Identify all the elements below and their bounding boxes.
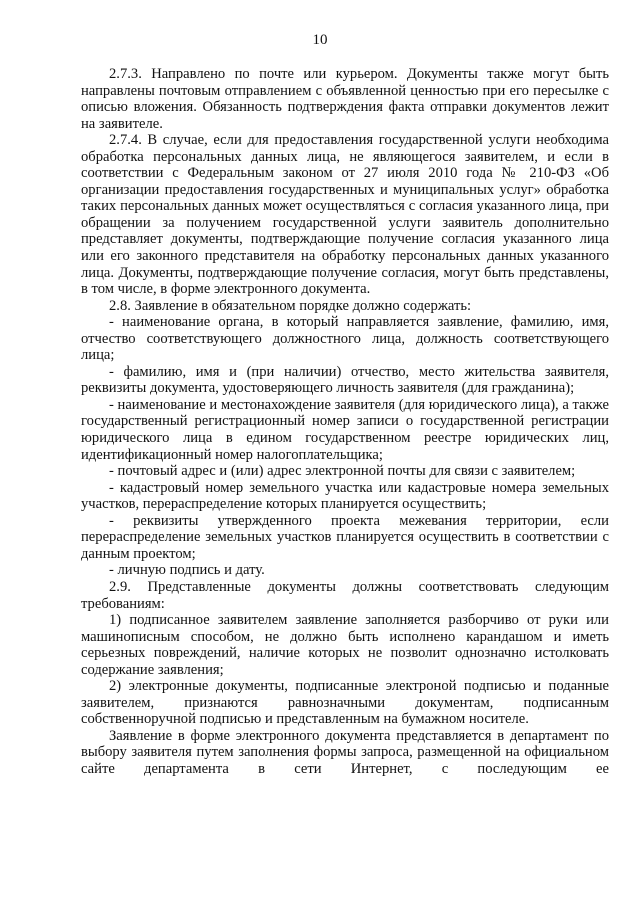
paragraph-electronic-form: Заявление в форме электронного документа представляется в департамент по выбору заявителя путем заполнения формы запроса, размещенной на официальном сайте департамента в сети Интернет, с последующим ее: [81, 727, 609, 777]
document-body: [81, 66, 609, 778]
list-item-cadastral-number: - кадастровый номер земельного участка или кадастровые номера земельных участков, перераспределение которых планируется осуществить;: [81, 479, 609, 513]
list-item-applicant-name: - фамилию, имя и (при наличии) отчество, место жительства заявителя, реквизиты документа, удостоверяющего личность заявителя (для гражданина);: [81, 363, 609, 397]
page-number: 10: [312, 32, 328, 48]
paragraph-2-7-4: 2.7.4. В случае, если для предоставления государственной услуги необходима обработка персональных данных лица, не являющегося заявителем, и если в соответствии с Федеральным законом от 27 июля 2010 года № 210-ФЗ «Об организации предоставления государственных и муниципальных услуг» обработка таких персональных данных может осуществляться с согласия указанного лица, при обращении за получением государственной услуги заявитель дополнительно представляет документы, подтверждающие получение согласия указанного лица или его законного представителя на обработку персональных данных указанного лица. Документы, подтверждающие получение согласия, могут быть представлены, в том числе, в форме электронного документа.: [81, 132, 609, 298]
list-item-postal-address: - почтовый адрес и (или) адрес электронной почты для связи с заявителем;: [109, 463, 576, 480]
requirement-1: 1) подписанное заявителем заявление заполняется разборчиво от руки или машинописным способом, не должно быть исполнено карандашом и иметь серьезных повреждений, наличие которых не позволит однозначно истолковать содержание заявления;: [81, 612, 609, 678]
list-item-survey-project: - реквизиты утвержденного проекта межевания территории, если перераспределение земельных участков планируется осуществить в соответствии с данным проектом;: [81, 512, 609, 562]
paragraph-2-7-3: 2.7.3. Направлено по почте или курьером. Документы также могут быть направлены почтовым отправлением с объявленной ценностью при его пересылке с описью вложения. Обязанность подтверждения факта отправки документов лежит на заявителе.: [81, 66, 609, 132]
list-item-signature-date: - личную подпись и дату.: [109, 562, 265, 579]
list-item-organ-name: - наименование органа, в который направляется заявление, фамилию, имя, отчество соответствующего должностного лица, должность соответствующего лица;: [81, 314, 609, 364]
paragraph-2-9: 2.9. Представленные документы должны соответствовать следующим требованиям:: [81, 578, 609, 612]
paragraph-2-8: 2.8. Заявление в обязательном порядке должно содержать:: [109, 297, 472, 314]
list-item-legal-entity: - наименование и местонахождение заявителя (для юридического лица), а также государственный регистрационный номер записи о государственной регистрации юридического лица в едином государственном реестре юридических лиц, идентификационный номер налогоплательщика;: [81, 396, 609, 463]
requirement-2: 2) электронные документы, подписанные электроной подписью и поданные заявителем, признаются равнозначными документам, подписанным собственноручной подписью и представленным на бумажном носителе.: [81, 678, 609, 728]
